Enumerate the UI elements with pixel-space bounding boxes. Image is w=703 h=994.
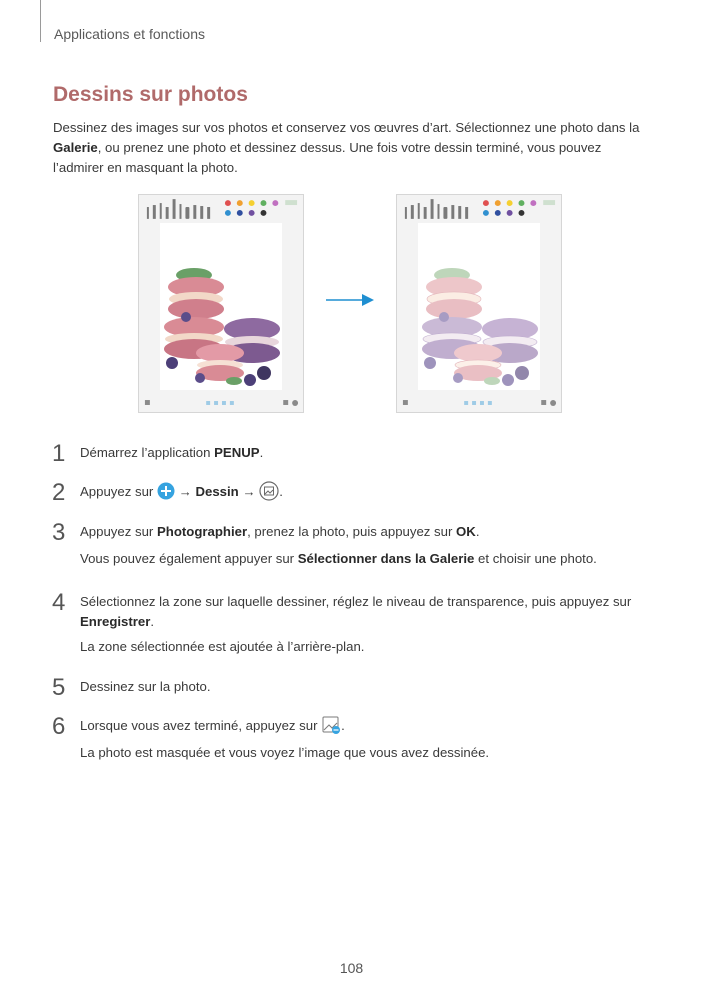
- drawing-canvas: [418, 223, 540, 390]
- add-circle-icon: [157, 482, 175, 500]
- step-6-note: La photo est masquée et vous voyez l’image que vous avez dessinée.: [80, 745, 490, 760]
- hide-photo-icon: [321, 715, 341, 735]
- photo-drawing-icon: [259, 481, 279, 501]
- step-3-note: Vous pouvez également appuyer sur Sélectionner dans la Galerie et choisir une photo.: [80, 551, 597, 566]
- step-4-note: La zone sélectionnée est ajoutée à l’arrière-plan.: [80, 639, 365, 654]
- header-rule: [40, 0, 41, 42]
- screenshot-drawing-after: [396, 194, 562, 413]
- step-number: 1: [52, 440, 66, 467]
- drawing-toolbar: [397, 195, 561, 223]
- step-number: 6: [52, 713, 66, 740]
- header-title: Applications et fonctions: [54, 26, 205, 42]
- section-title: Dessins sur photos: [53, 83, 248, 106]
- step-number: 3: [52, 519, 66, 546]
- step-number: 4: [52, 589, 66, 616]
- step-2-text: Appuyez sur → Dessin → .: [80, 482, 650, 503]
- bottom-toolbar: [139, 394, 303, 412]
- arrow-right-icon: [326, 292, 374, 308]
- macarons-photo: [160, 223, 282, 390]
- step-number: 2: [52, 479, 66, 506]
- step-3-text: Appuyez sur Photographier, prenez la photo, puis appuyez sur OK.: [80, 524, 480, 539]
- step-6-text: Lorsque vous avez terminé, appuyez sur .: [80, 716, 650, 737]
- macarons-sketch: [418, 223, 540, 390]
- step-1-text: Démarrez l’application PENUP.: [80, 445, 264, 460]
- step-5-text: Dessinez sur la photo.: [80, 679, 211, 694]
- page-number: 108: [339, 960, 364, 976]
- step-number: 5: [52, 674, 66, 701]
- intro-paragraph: Dessinez des images sur vos photos et conservez vos œuvres d’art. Sélectionnez une photo dans la Galerie, ou prenez une photo et dessinez dessus. Une fois votre dessin terminé, vous pouvez l’admirer en masquant la photo.: [53, 120, 640, 175]
- drawing-toolbar: [139, 195, 303, 223]
- screenshot-photo-before: [138, 194, 304, 413]
- bottom-toolbar: [397, 394, 561, 412]
- photo-canvas: [160, 223, 282, 390]
- step-4-text: Sélectionnez la zone sur laquelle dessiner, réglez le niveau de transparence, puis appuyez sur Enregistrer.: [80, 594, 632, 629]
